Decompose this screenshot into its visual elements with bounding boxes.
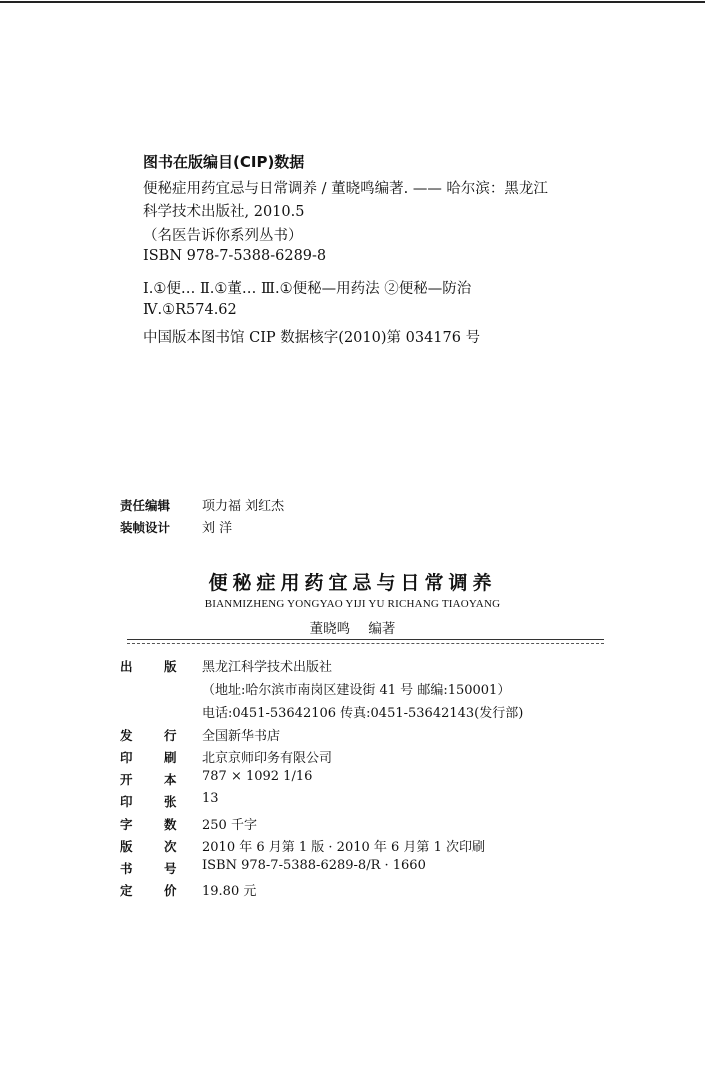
book-title: 便秘症用药宜忌与日常调养 [208, 572, 497, 594]
isbn-label: 书 号 [120, 861, 177, 876]
editor-label: 责任编辑 [120, 498, 171, 513]
sheets-label: 印 张 [120, 794, 177, 809]
format-label: 开 本 [120, 772, 177, 787]
words-value: 250 千字 [202, 818, 257, 833]
cip-verification: 中国版本图书馆 CIP 数据核字(2010)第 034176 号 [143, 330, 481, 346]
design-label: 装帧设计 [120, 520, 171, 535]
top-border-line [0, 1, 705, 3]
edition-value: 2010 年 6 月第 1 版 · 2010 年 6 月第 1 次印刷 [202, 840, 485, 855]
isbn-value: ISBN 978-7-5388-6289-8/R · 1660 [202, 858, 426, 873]
book-author: 董晓鸣 编著 [309, 621, 396, 637]
cip-title: 图书在版编目(CIP)数据 [143, 153, 305, 171]
cip-line-2: 科学技术出版社, 2010.5 [143, 204, 305, 220]
design-value: 刘 洋 [202, 521, 233, 536]
editor-value: 项力福 刘红杰 [202, 499, 285, 514]
publisher-value: 黑龙江科学技术出版社 [202, 660, 333, 675]
printing-label: 印 刷 [120, 750, 177, 765]
format-value: 787 × 1092 1/16 [202, 769, 313, 784]
cip-line-3: （名医告诉你系列丛书） [143, 228, 303, 244]
cip-classification: Ⅰ.①便… Ⅱ.①董… Ⅲ.①便秘—用药法 ②便秘—防治 [143, 281, 472, 297]
price-label: 定 价 [120, 883, 177, 898]
sheets-value: 13 [202, 791, 219, 806]
divider-solid [127, 639, 604, 640]
price-value: 19.80 元 [202, 884, 257, 899]
words-label: 字 数 [120, 817, 177, 832]
divider-dashed [127, 643, 604, 644]
cip-line-1: 便秘症用药宜忌与日常调养 / 董晓鸣编著. —— 哈尔滨：黑龙江 [143, 181, 548, 197]
printing-value: 北京京师印务有限公司 [202, 751, 333, 766]
publisher-phone: 电话:0451-53642106 传真:0451-53642143(发行部) [202, 706, 524, 721]
book-title-pinyin: BIANMIZHENG YONGYAO YIJI YU RICHANG TIAOYANG [204, 598, 501, 610]
distribution-label: 发 行 [120, 728, 177, 743]
cip-class-number: Ⅳ.①R574.62 [143, 302, 237, 318]
cip-isbn: ISBN 978-7-5388-6289-8 [143, 248, 327, 264]
distribution-value: 全国新华书店 [202, 729, 281, 744]
edition-label: 版 次 [120, 839, 177, 854]
publisher-label: 出 版 [120, 659, 177, 674]
publisher-address: （地址:哈尔滨市南岗区建设街 41 号 邮编:150001） [202, 683, 511, 698]
